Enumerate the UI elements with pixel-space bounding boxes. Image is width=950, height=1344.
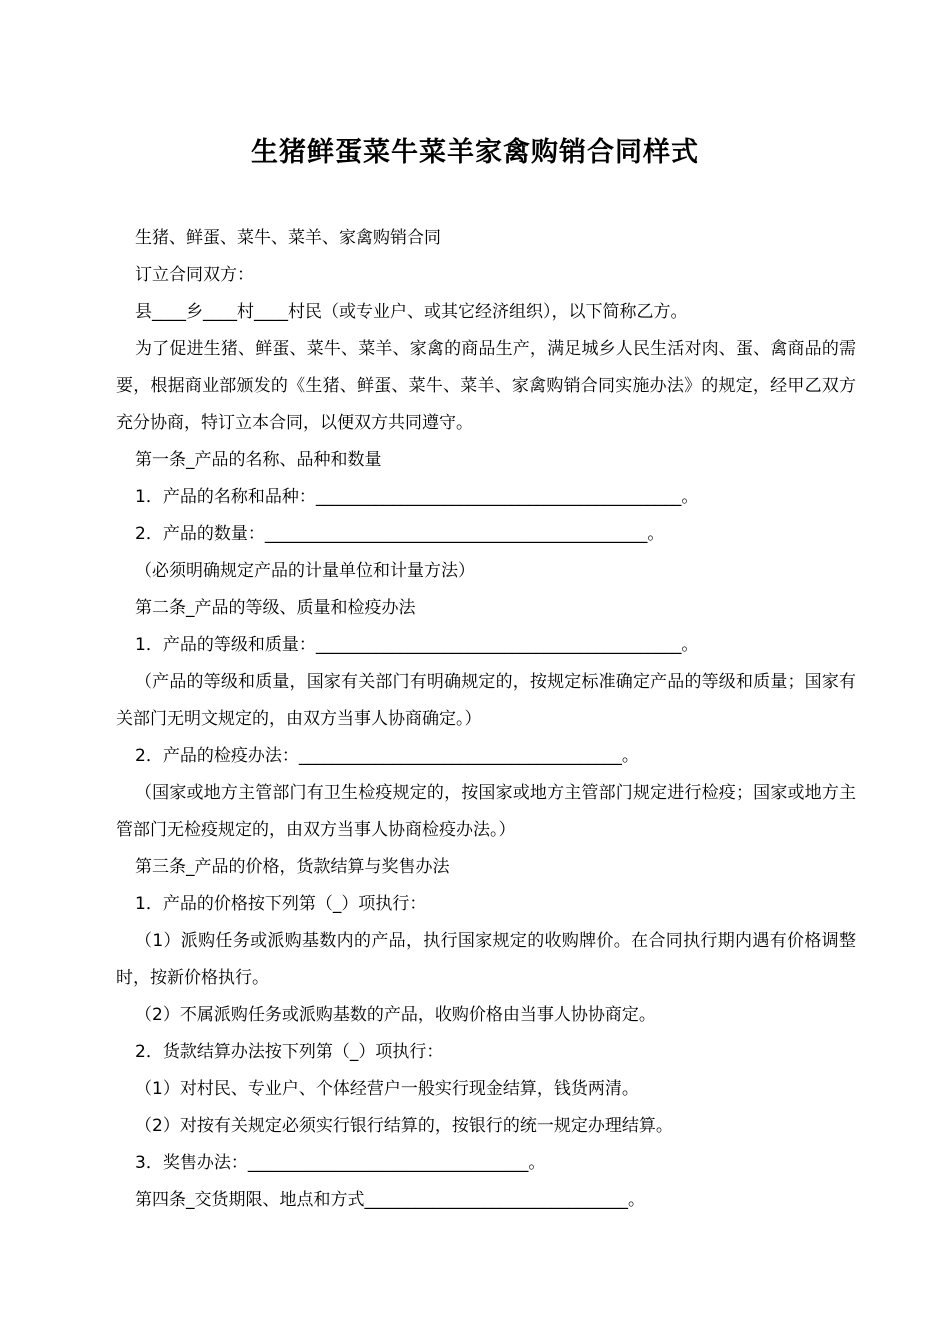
article-2-note-2: （国家或地方主管部门有卫生检疫规定的，按国家或地方主管部门规定进行检疫；国家或地方主管部门无检疫规定的，由双方当事人协商检疫办法。） (116, 783, 856, 840)
article-1-note: （必须明确规定产品的计量单位和计量方法） (135, 561, 475, 581)
article-3-item-1-option-2: （2）不属派购任务或派购基数的产品，收购价格由当事人协协商定。 (135, 1005, 656, 1025)
article-3-item-2-option-2: （2）对按有关规定必须实行银行结算的，按银行的统一规定办理结算。 (135, 1116, 673, 1136)
article-3-item-1-option-1: （1）派购任务或派购基数内的产品，执行国家规定的收购牌价。在合同执行期内遇有价格调整时，按新价格执行。 (116, 931, 856, 988)
article-3-heading: 第三条_产品的价格，货款结算与奖售办法 (135, 857, 450, 877)
article-1-item-2: 2．产品的数量：_____________________________________________。 (135, 524, 665, 544)
contract-heading: 生猪、鲜蛋、菜牛、菜羊、家禽购销合同 (135, 228, 441, 248)
article-2-note-1: （产品的等级和质量，国家有关部门有明确规定的，按规定标准确定产品的等级和质量；国家有关部门无明文规定的，由双方当事人协商确定。） (116, 672, 856, 729)
article-1-heading: 第一条_产品的名称、品种和数量 (135, 450, 382, 470)
article-4-heading: 第四条_交货期限、地点和方式_______________________________。 (135, 1190, 645, 1210)
article-2-item-2: 2．产品的检疫办法：______________________________________。 (135, 746, 639, 766)
document-title: 生猪鲜蛋菜牛菜羊家禽购销合同样式 (251, 137, 699, 168)
article-1-item-1: 1．产品的名称和品种：___________________________________________。 (135, 487, 699, 507)
party-b-line: 县____乡____村____村民（或专业户、或其它经济组织），以下简称乙方。 (135, 302, 688, 322)
article-2-item-1: 1．产品的等级和质量：___________________________________________。 (135, 635, 699, 655)
article-3-item-1: 1．产品的价格按下列第（_）项执行： (135, 894, 427, 914)
article-3-item-2: 2．货款结算办法按下列第（_）项执行： (135, 1042, 444, 1062)
article-2-heading: 第二条_产品的等级、质量和检疫办法 (135, 598, 416, 618)
article-3-item-2-option-1: （1）对村民、专业户、个体经营户一般实行现金结算，钱货两清。 (135, 1079, 639, 1099)
document-body (116, 220, 856, 1219)
parties-label: 订立合同双方： (135, 265, 254, 285)
preamble-paragraph: 为了促进生猪、鲜蛋、菜牛、菜羊、家禽的商品生产，满足城乡人民生活对肉、蛋、禽商品的需要，根据商业部颁发的《生猪、鲜蛋、菜牛、菜羊、家禽购销合同实施办法》的规定，经甲乙双方充分协商，特订立本合同，以便双方共同遵守。 (116, 339, 856, 433)
article-3-item-3: 3．奖售办法：_________________________________。 (135, 1153, 546, 1173)
